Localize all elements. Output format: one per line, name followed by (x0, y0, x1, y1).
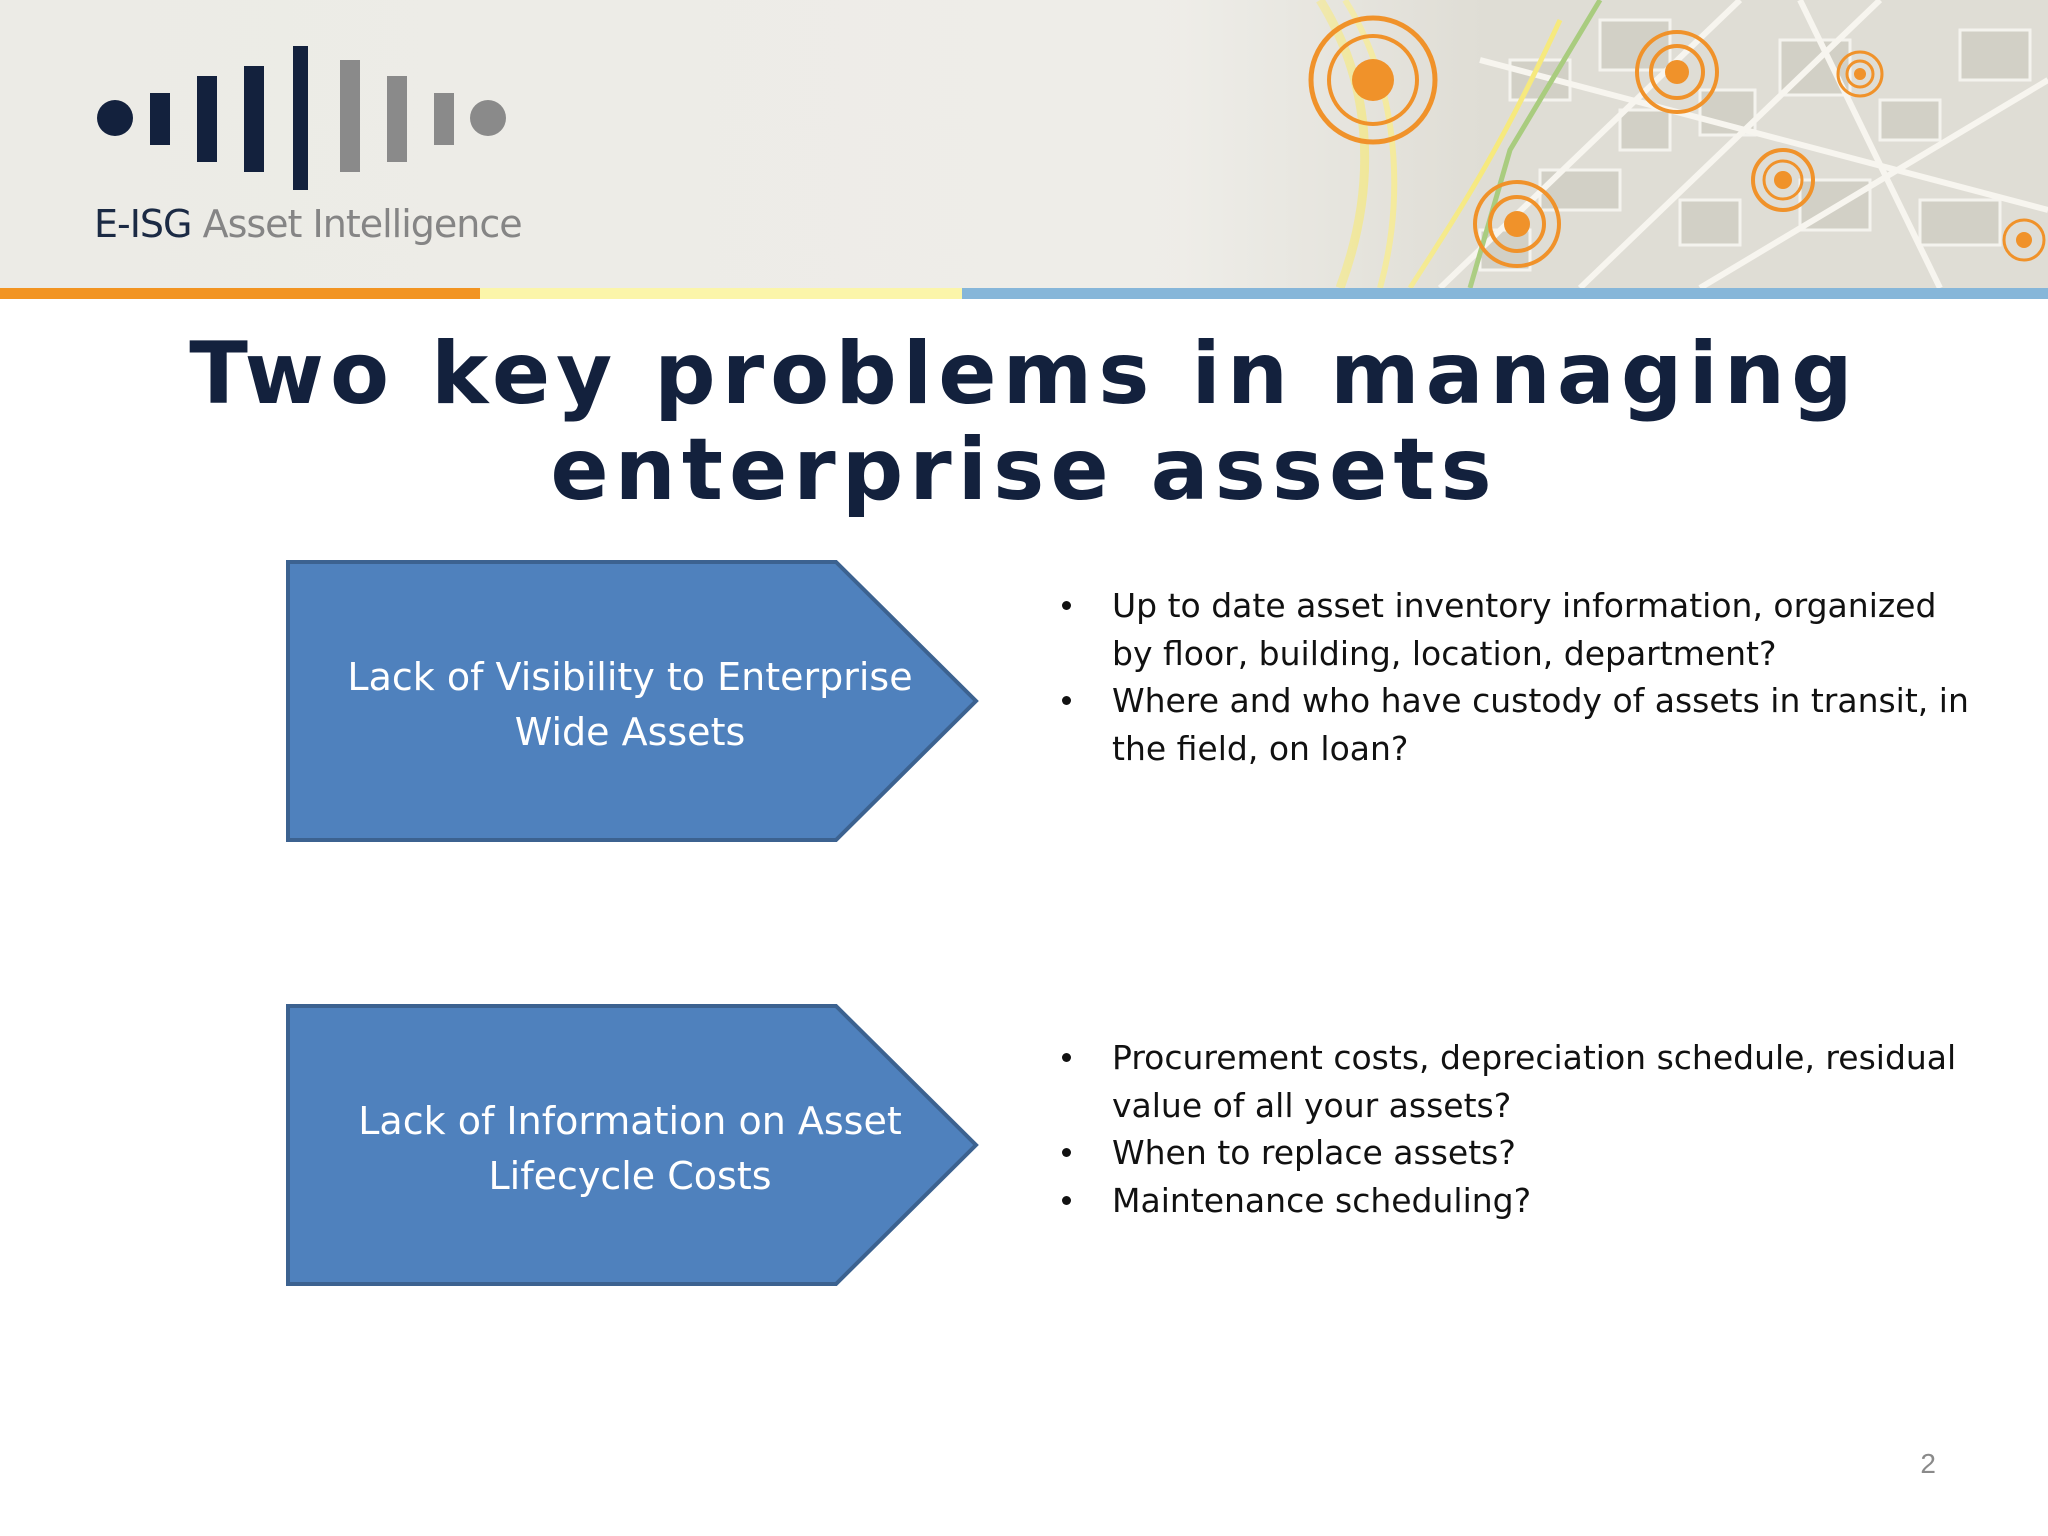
list-item: Where and who have custody of assets in transit, in the field, on loan? (1060, 677, 1980, 772)
logo-product: Asset Intelligence (191, 202, 522, 246)
accent-stripe-yellow (480, 288, 962, 299)
location-marker-icon (1311, 18, 1435, 142)
list-item: Up to date asset inventory information, organized by floor, building, location, department? (1060, 582, 1980, 677)
problem-label-line: Wide Assets (514, 710, 746, 754)
accent-stripe-orange (0, 288, 480, 299)
problem-label-lifecycle-costs (300, 1094, 960, 1204)
page-number: 2 (1920, 1448, 1936, 1479)
logo-icon (88, 40, 518, 190)
slide-title-line2: enterprise assets (550, 420, 1498, 520)
problem-label-line: Lifecycle Costs (488, 1154, 772, 1198)
problem-label-line: Lack of Information on Asset (358, 1099, 902, 1143)
logo-wordmark (94, 202, 522, 246)
map-graphic (1180, 0, 2048, 288)
slide-title (0, 326, 2048, 518)
list-item: Maintenance scheduling? (1060, 1177, 1980, 1225)
list-item: When to replace assets? (1060, 1129, 1980, 1177)
accent-stripe-blue (962, 288, 2048, 299)
location-marker-icon (1637, 32, 1717, 112)
question-list-lifecycle-costs (1060, 1034, 1980, 1224)
logo-brand: E-ISG (94, 202, 192, 246)
slide-title-line1: Two key problems in managing (189, 324, 1859, 424)
header-banner (0, 0, 2048, 288)
problem-label-line: Lack of Visibility to Enterprise (347, 655, 913, 699)
problem-label-visibility (300, 650, 960, 760)
question-list-visibility (1060, 582, 1980, 772)
list-item: Procurement costs, depreciation schedule, residual value of all your assets? (1060, 1034, 1980, 1129)
